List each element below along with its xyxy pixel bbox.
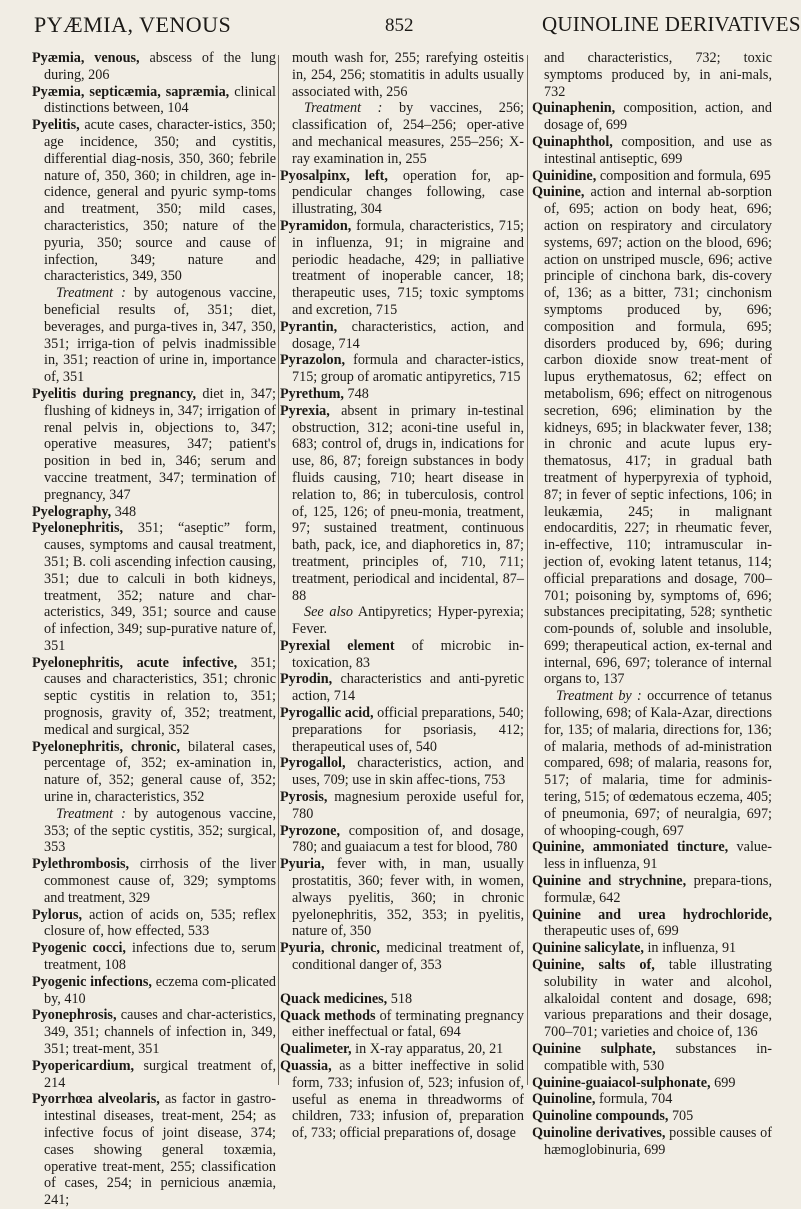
index-headword: Quinine, salts of, — [532, 957, 655, 974]
index-entry — [532, 1041, 772, 1075]
index-references: abscess of the lung during, 206 — [44, 50, 276, 83]
index-entry — [280, 789, 524, 823]
index-headword: Pylorus, — [32, 906, 83, 923]
index-entry — [280, 991, 524, 1008]
index-references: substances in-compatible with, 530 — [544, 1041, 772, 1074]
index-entry — [532, 940, 772, 957]
index-subheading: Treatment : — [56, 805, 126, 822]
index-headword: Pylethrombosis, — [32, 856, 130, 873]
index-headword: Pyosalpinx, left, — [280, 167, 388, 184]
index-entry — [532, 1108, 772, 1125]
index-entry — [32, 520, 276, 654]
index-headword: Pyopericardium, — [32, 1057, 135, 1074]
index-entry — [32, 1058, 276, 1092]
index-entry — [280, 352, 524, 386]
index-entry — [280, 1041, 524, 1058]
index-entry — [532, 907, 772, 941]
index-column-3 — [532, 50, 773, 1158]
index-references: as factor in gastro-intestinal diseases, treat-ment, 254; as infective focus of joint disease, 374; cases showing general toxæmia, operative treat-ment, 255; classification of cases, 254; in pernicious anæmia, 241; — [44, 1091, 276, 1209]
index-entry — [532, 100, 772, 134]
index-entry — [280, 755, 524, 789]
index-references: magnesium peroxide useful for, 780 — [292, 789, 524, 822]
index-references: formula, characteristics, 715; in influenza, 91; in migraine and periodic headache, 429; in palliative treatment of inoperable cancer, 18; therapeutic uses, 715; toxic symptoms and excretion, 715 — [292, 217, 524, 318]
index-headword: Pyrethum, — [280, 385, 344, 402]
index-references: infections due to, serum treatment, 108 — [44, 940, 277, 974]
index-entry — [280, 168, 524, 218]
index-references: diet in, 347; flushing of kidneys in, 347; irrigation of renal pelvis in, objections to, 347; operative measures, 347; patient's position in bed in, 346; serum and vaccine treatment, 347; termination of pregnancy, 347 — [44, 385, 276, 503]
index-references: of microbic in-toxication, 83 — [292, 637, 524, 671]
index-headword: Quinaphenin, — [532, 100, 616, 117]
index-entry — [532, 873, 772, 907]
index-headword: Quinine, ammoniated tincture, — [532, 839, 729, 856]
index-entry — [280, 940, 524, 974]
index-headword: Pyrosis, — [280, 789, 328, 806]
index-subentry — [532, 688, 772, 839]
index-entry — [280, 671, 524, 705]
index-references: Antipyretics; Hyper-pyrexia; Fever. — [292, 604, 524, 638]
index-references: medicinal treatment of, conditional danger of, 353 — [292, 940, 525, 974]
index-entry — [532, 1125, 772, 1159]
index-references: by vaccines, 256; classification of, 254–256; oper-ative and mechanical measures, 255–256; X-ray examination in, 255 — [292, 100, 524, 167]
index-references: acute cases, character-istics, 350; age incidence, 350; and cystitis, differential diag-nosis, 350, 360; febrile nature of, 350, 360; in children, age in-cidence, general and pyuric symp-toms and treatment, 350; mild cases, characteristics, 350; nature of the pyuria, 350; source and cause of infection, 349; nature and characteristics, 349, 350 — [44, 117, 276, 285]
index-headword: Quinine-guaiacol-sulphonate, — [532, 1074, 711, 1091]
index-references: formula and character-istics, 715; group of aromatic antipyretics, 715 — [292, 352, 524, 386]
index-headword: Pyrexial element — [280, 637, 395, 654]
index-entry — [532, 1075, 772, 1092]
index-headword: Pyorrhœa alveolaris, — [32, 1091, 160, 1108]
index-references: eczema com-plicated by, 410 — [44, 973, 276, 1007]
index-references: official preparations, 540; preparations for psoriasis, 412; therapeutical uses of, 540 — [292, 705, 524, 755]
index-references: and characteristics, 732; toxic symptoms produced by, in ani-mals, 732 — [544, 50, 772, 100]
index-headword: Pyelonephritis, acute infective, — [32, 654, 238, 671]
index-headword: Pyuria, — [280, 856, 325, 873]
index-entry — [32, 1091, 276, 1209]
index-references: clinical distinctions between, 104 — [44, 83, 276, 117]
index-entry — [532, 839, 772, 873]
index-subentry — [280, 604, 524, 638]
index-subheading: See also — [304, 604, 353, 621]
index-entry — [32, 907, 276, 941]
index-references: action of acids on, 535; reflex closure of, how effected, 533 — [44, 906, 276, 940]
index-entry — [32, 940, 276, 974]
index-headword: Quinine sulphate, — [532, 1041, 656, 1058]
index-entry — [532, 184, 772, 688]
index-references: bilateral cases, percentage of, 352; ex-amination in, nature of, 352; general cause of, 352; urine in, characteristics, 352 — [44, 738, 276, 806]
index-entry — [532, 134, 772, 168]
index-entry — [280, 638, 524, 672]
index-entry — [280, 386, 524, 403]
index-headword: Pyelography, — [32, 503, 112, 520]
index-references: of terminating pregnancy either ineffectual or fatal, 694 — [292, 1007, 524, 1041]
header-last-entry: QUINOLINE DERIVATIVES — [542, 12, 801, 36]
index-column-1 — [32, 50, 277, 1209]
index-headword: Pyrogallol, — [280, 755, 346, 772]
index-references: 705 — [668, 1108, 694, 1125]
index-subentry — [32, 806, 276, 856]
index-references: table illustrating solubility in water and alcohol, alkaloidal content and dosage, 698; various preparations and their dosage, 700–701; varieties and choice of, 136 — [544, 957, 772, 1041]
index-subentry — [280, 100, 524, 167]
index-entry — [280, 319, 524, 353]
index-headword: Pyrazolon, — [280, 352, 346, 369]
index-references: action and internal ab-sorption of, 695; action on body heat, 696; action on respiratory and circulatory systems, 697; action on the blood, 696; action on unstriped muscle, 696; active principle of cinchona bark, dis-covery of, 136; as a bitter, 731; cinchonism symptoms produced by, 696; composition and formula, 695; disorders produced by, 696; during carbon dioxide snow treat-ment of lupus erythematosus, 62; effect on metabolism, 696; effect on nitrogenous secretion, 696; elimination by the kidneys, 695; in blackwater fever, 138; in chronic and acute lupus ery-thematosus, 417; in gradual bath treatment of hyperpyrexia of typhoid, 87; in fever of septic infections, 106; in leukæmia, 245; in malignant endocarditis, 227; in rheumatic fever, in-effective, 110; intramuscular in-jection of, evoking latent tetanus, 114; official preparations and dosage, 700–701; poisoning by, symptoms of, 696; substances precipitating, 528; synthetic com-pounds of, soluble and insoluble, 699; therapeutical action, ex-ternal and internal, 696, 697; tolerance of internal organs to, 137 — [544, 184, 772, 688]
index-references: in influenza, 91 — [643, 940, 737, 957]
index-references: by autogenous vaccine, 353; of the septic cystitis, 352; surgical, 353 — [44, 805, 276, 856]
index-references: absent in primary in-testinal obstruction, 312; aconi-tine useful in, 683; control of, drugs in, indications for use, 86, 87; foreign substances in body fluids causing, 710; heart disease in relation to, 86; in tuberculosis, control of, 125, 126; of pneu-monia, treatment, 97; sustained treatment, continuous bath, pack, ice, and diaphoretics in, 87; treatment, principles of, 710, 711; treatment, periodical and incidental, 87–88 — [292, 402, 524, 604]
page-number: 852 — [385, 15, 414, 36]
index-references: composition, and use as intestinal antiseptic, 699 — [544, 133, 772, 167]
index-headword: Pyelitis, — [32, 117, 80, 134]
column-divider — [527, 55, 528, 1085]
index-references: possible causes of hæmoglobinuria, 699 — [544, 1125, 772, 1158]
index-entry — [32, 386, 276, 504]
index-references: fever with, in man, usually prostatitis, 360; fever with, in women, always pyelitis, 360; in chronic pyelonephritis, 352, 353; in pyelitis, nature of, 350 — [292, 856, 524, 940]
index-headword: Quinine and strychnine, — [532, 873, 687, 890]
index-headword: Pyogenic cocci, — [32, 940, 126, 957]
index-entry — [280, 856, 524, 940]
index-references: characteristics, action, and uses, 709; use in skin affec-tions, 753 — [292, 755, 524, 789]
index-entry — [280, 1058, 524, 1142]
index-references: composition and formula, 695 — [596, 167, 771, 184]
index-entry — [280, 823, 524, 857]
index-subheading: Treatment : — [304, 100, 383, 117]
index-references: therapeutic uses of, 699 — [544, 923, 679, 940]
index-headword: Pyonephrosis, — [32, 1007, 117, 1024]
index-headword: Quinoline, — [532, 1091, 596, 1108]
running-header — [0, 12, 800, 48]
index-entry — [280, 218, 524, 319]
index-entry — [32, 1007, 276, 1057]
index-references: 699 — [710, 1074, 736, 1091]
index-headword: Pyelonephritis, chronic, — [32, 738, 181, 755]
index-headword: Pyramidon, — [280, 217, 352, 234]
index-headword: Pyæmia, septicæmia, sapræmia, — [32, 83, 230, 100]
index-entry — [532, 957, 772, 1041]
index-references: by autogenous vaccine, beneficial results of, 351; diet, beverages, and purga-tives in, 347, 350, 351; irriga-tion of pelvis inadmissible in, 351; reaction of urine in, importance of, 351 — [44, 285, 276, 386]
index-references: prepara-tions, formulæ, 642 — [544, 873, 772, 906]
index-headword: Quinine, — [532, 184, 585, 201]
index-references: formula, 704 — [595, 1091, 673, 1108]
index-references: composition, action, and dosage of, 699 — [544, 100, 772, 134]
index-headword: Quack methods — [280, 1007, 376, 1024]
index-references: 518 — [387, 990, 413, 1007]
index-entry — [532, 50, 772, 100]
index-headword: Qualimeter, — [280, 1041, 352, 1058]
index-entry — [280, 403, 524, 605]
index-entry — [532, 1091, 772, 1108]
index-entry — [280, 1008, 524, 1042]
index-subentry — [32, 285, 276, 386]
index-headword: Quinine salicylate, — [532, 940, 644, 957]
index-headword: Pyrantin, — [280, 318, 338, 335]
index-references: surgical treatment of, 214 — [44, 1057, 276, 1091]
index-headword: Pyogenic infections, — [32, 973, 152, 990]
index-headword: Pyelitis during pregnancy, — [32, 385, 197, 402]
index-headword: Quack medicines, — [280, 990, 388, 1007]
index-entry — [32, 655, 276, 739]
index-headword: Pyrozone, — [280, 822, 341, 839]
index-references: 351; “aseptic” form, causes, symptoms and causal treatment, 351; B. coli ascending infection causing, 351; due to calculi in both kidneys, treatment, 352; nature and char-acteristics, 349, 351; source and cause of infection, 349; sup-purative nature of, 351 — [44, 520, 276, 654]
index-entry — [280, 705, 524, 755]
index-references: in X-ray apparatus, 20, 21 — [351, 1041, 504, 1058]
index-references: composition of, and dosage, 780; and guaiacum a test for blood, 780 — [292, 822, 524, 856]
index-headword: Pyelonephritis, — [32, 520, 124, 537]
index-entry — [32, 856, 276, 906]
index-subheading: Treatment by : — [556, 688, 642, 705]
index-entry — [532, 168, 772, 185]
index-references: as a bitter ineffective in solid form, 733; infusion of, 523; infusion of, useful as enema in threadworms of children, 733; infusion of, preparation of, 733; official preparations of, dosage — [292, 1058, 524, 1142]
index-references: 748 — [343, 385, 369, 402]
index-entry — [32, 504, 276, 521]
header-first-entry: PYÆMIA, VENOUS — [34, 12, 232, 37]
index-headword: Pyrexia, — [280, 402, 330, 419]
index-references: characteristics and anti-pyretic action, 714 — [292, 671, 524, 705]
index-headword: Quinaphthol, — [532, 133, 613, 150]
index-headword: Quinidine, — [532, 167, 597, 184]
index-entry — [32, 117, 276, 285]
index-entry — [32, 739, 276, 806]
index-references: causes and char-acteristics, 349, 351; channels of infection in, 349, 351; treat-ment, 351 — [44, 1007, 276, 1058]
index-references: mouth wash for, 255; rarefying osteitis in, 254, 256; stomatitis in adults usually associated with, 256 — [292, 50, 524, 100]
index-entry — [280, 50, 524, 100]
index-headword: Quinoline derivatives, — [532, 1125, 666, 1141]
index-headword: Pyrodin, — [280, 671, 333, 688]
index-entry — [32, 974, 276, 1008]
index-references: occurrence of tetanus following, 698; of Kala-Azar, directions for, 135; of malaria, directions for, 136; of malaria, methods of ad-ministration compared, 698; of malaria, reasons for, 517; of malaria, time for adminis-tering, 515; of œdematous eczema, 405; of pneumonia, 697; of neuralgia, 697; of whooping-cough, 697 — [544, 688, 772, 839]
column-divider — [278, 55, 279, 1085]
index-entry — [32, 84, 276, 118]
index-headword: Pyrogallic acid, — [280, 705, 374, 722]
index-headword: Quinoline compounds, — [532, 1108, 669, 1125]
index-subheading: Treatment : — [56, 285, 126, 302]
index-references: 351; causes and characteristics, 351; chronic septic cystitis in relation to, 351; prognosis, gravity of, 352; treatment, medical and surgical, 352 — [44, 654, 276, 738]
index-references: cirrhosis of the liver commonest cause of, 329; symptoms and treatment, 329 — [44, 856, 276, 906]
index-entry — [32, 50, 276, 84]
index-headword: Pyuria, chronic, — [280, 940, 380, 957]
index-headword: Quinine and urea hydrochloride, — [532, 906, 772, 923]
index-references: operation for, ap-pendicular changes following, case illustrating, 304 — [292, 167, 524, 218]
index-headword: Pyæmia, venous, — [32, 50, 140, 66]
index-references: value-less in influenza, 91 — [544, 839, 773, 873]
index-references: 348 — [111, 503, 137, 520]
index-headword: Quassia, — [280, 1058, 332, 1075]
index-column-2 — [280, 50, 525, 1142]
index-references: characteristics, action, and dosage, 714 — [292, 318, 524, 352]
